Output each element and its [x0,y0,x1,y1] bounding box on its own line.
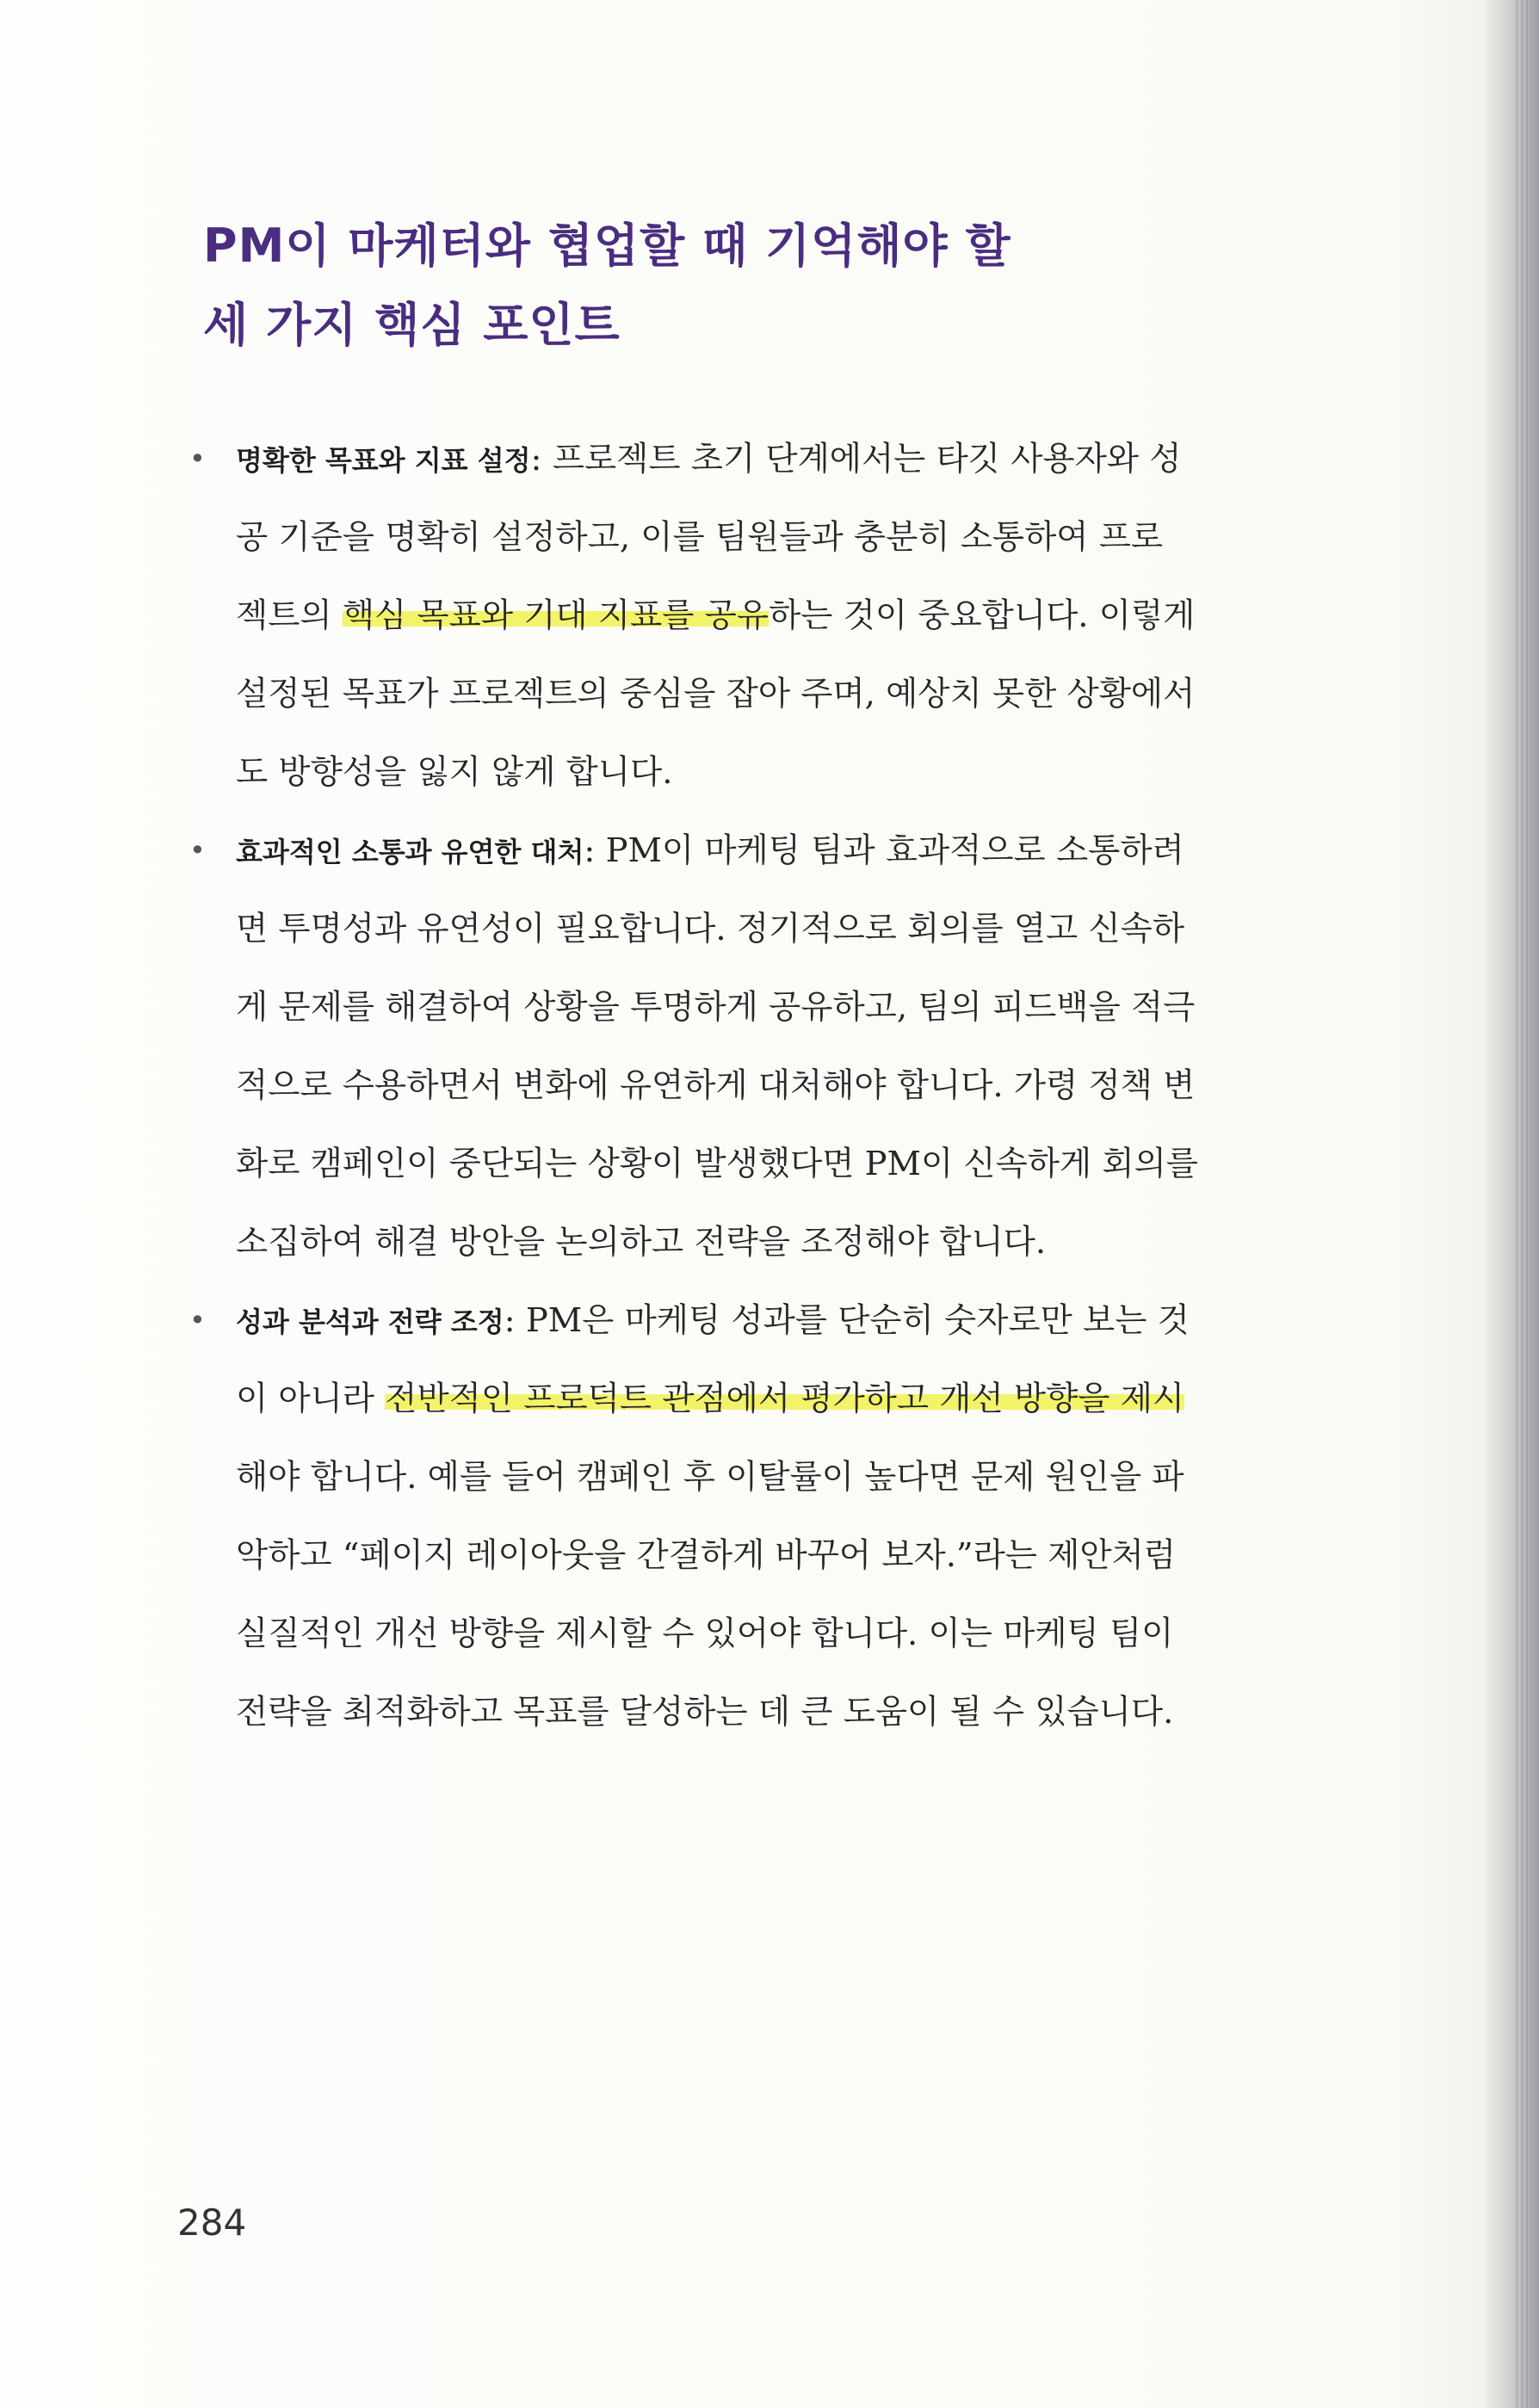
bullet-icon: • [189,834,206,867]
text-line: 면 투명성과 유연성이 필요합니다. 정기적으로 회의를 열고 신속하 [236,910,1185,948]
item-term: 효과적인 소통과 유연한 대처 [236,836,584,868]
text-line: 소집하여 해결 방안을 논의하고 전략을 조정해야 합니다. [236,1223,1047,1262]
page-stack-lines [1513,0,1532,2408]
text-line: 이 아니라 전반적인 프로덕트 관점에서 평가하고 개선 방향을 제시 [236,1380,1185,1418]
text-line: 적으로 수용하면서 변화에 유연하게 대처해야 합니다. 가령 정책 변 [236,1066,1196,1105]
text-line: 도 방향성을 잃지 않게 합니다. [236,753,673,792]
text-line: 공 기준을 명확히 설정하고, 이를 팀원들과 충분히 소통하여 프로 [236,518,1164,557]
text-line: 실질적인 개선 방향을 제시할 수 있어야 합니다. 이는 마케팅 팀이 [236,1615,1174,1653]
bullet-icon: • [189,442,206,475]
section-heading [203,207,1236,365]
text-line: 명확한 목표와 지표 설정: 프로젝트 초기 단계에서는 타깃 사용자와 성 [236,440,1182,479]
text-line: 성과 분석과 전략 조정: PM은 마케팅 성과를 단순히 숫자로만 보는 것 [236,1301,1190,1340]
bullet-icon: • [189,1304,206,1337]
item-term: 명확한 목표와 지표 설정 [236,444,531,477]
highlighted-text: 핵심 목표와 기대 지표를 공유 [342,596,770,635]
heading-line-1: PM이 마케터와 협업할 때 기억해야 할 [203,219,1011,273]
text-line: 젝트의 핵심 목표와 기대 지표를 공유하는 것이 중요합니다. 이렇게 [236,596,1196,635]
list-item-performance [181,1281,1291,1751]
highlighted-text: 전반적인 프로덕트 관점에서 평가하고 개선 방향을 제시 [385,1380,1185,1418]
text-line: 해야 합니다. 예를 들어 캠페인 후 이탈률이 높다면 문제 원인을 파 [236,1458,1184,1497]
heading-line-2: 세 가지 핵심 포인트 [203,298,621,352]
page-number: 284 [177,2201,247,2244]
text-line: 악하고 “페이지 레이아웃을 간결하게 바꾸어 보자.”라는 제안처럼 [236,1536,1176,1575]
text-line: 게 문제를 해결하여 상황을 투명하게 공유하고, 팀의 피드백을 적극 [236,988,1196,1027]
text-line: 화로 캠페인이 중단되는 상황이 발생했다면 PM이 신속하게 회의를 [236,1145,1198,1183]
text-line: 설정된 목표가 프로젝트의 중심을 잡아 주며, 예상치 못한 상황에서 [236,675,1196,713]
item-term: 성과 분석과 전략 조정 [236,1306,504,1338]
bullet-list [181,420,1291,1751]
text-line: 전략을 최적화하고 목표를 달성하는 데 큰 도움이 될 수 있습니다. [236,1693,1174,1732]
text-line: 효과적인 소통과 유연한 대처: PM이 마케팅 팀과 효과적으로 소통하려 [236,831,1184,870]
list-item-communication [181,812,1291,1281]
list-item-clear-goals [181,420,1291,812]
